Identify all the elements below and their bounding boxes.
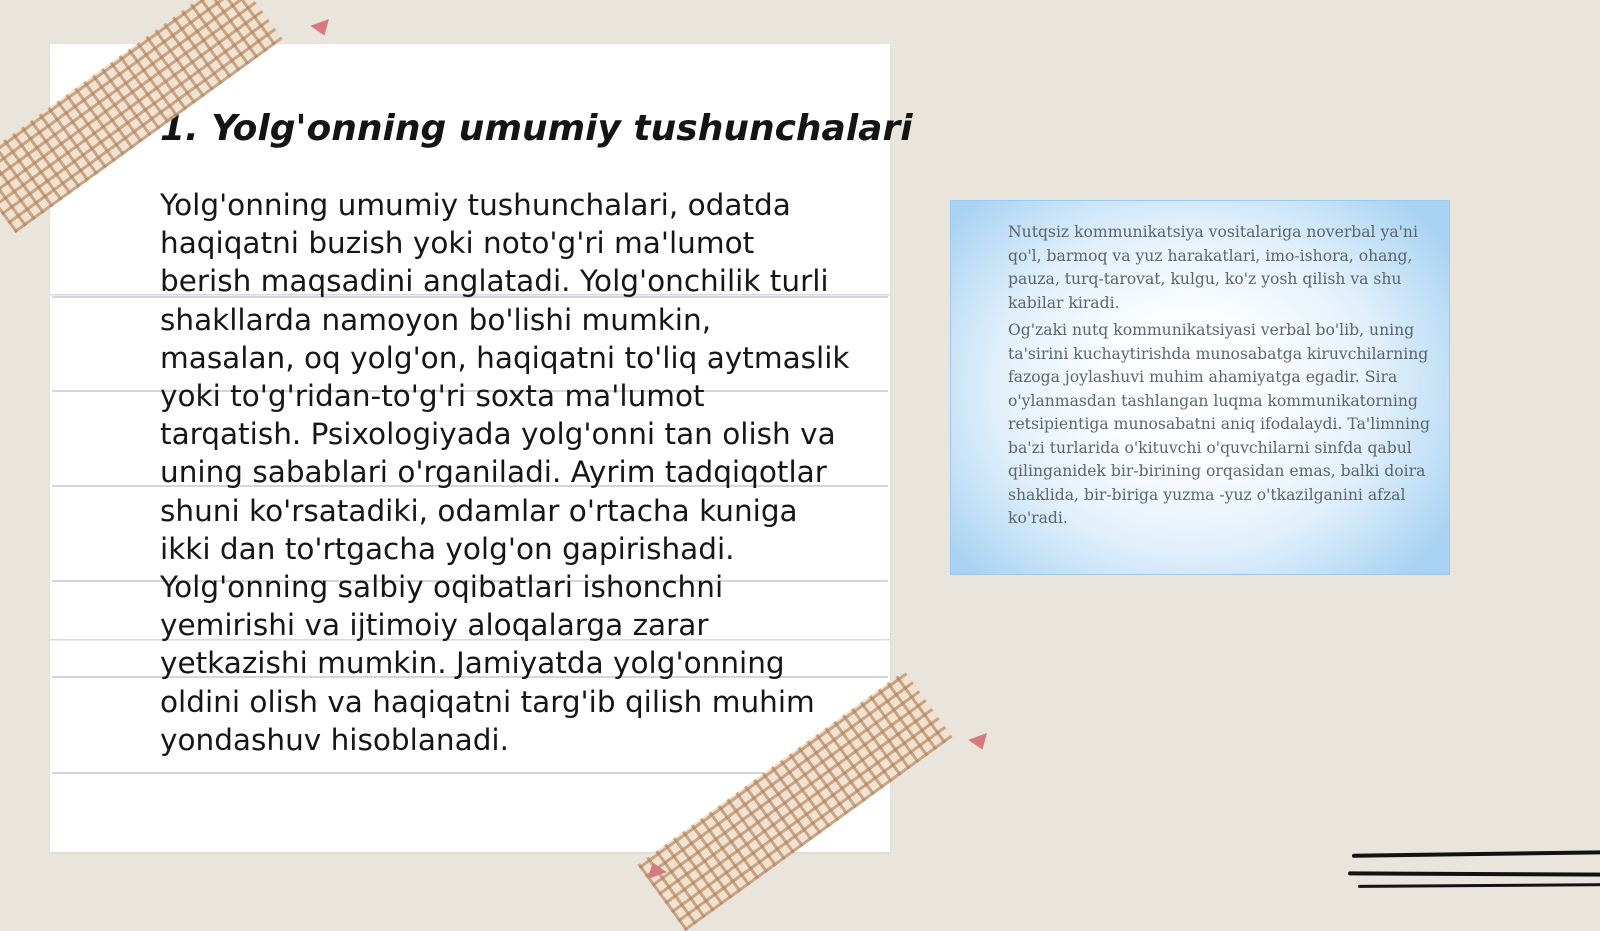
brush-stroke-line	[1348, 871, 1600, 876]
brush-stroke-line	[1352, 850, 1600, 858]
textbook-scan-image	[950, 200, 1450, 575]
brush-stroke-line	[1358, 883, 1600, 888]
scan-paragraph-2: Og'zaki nutq kommunikatsiyasi verbal bo'lib, uning ta'sirini kuchaytirishda munosabatga kiruvchilarning fazoga joylashuvi muhim ahamiyatga egadir. Sira o'ylanmasdan tashlangan luqma kommunikatorning retsipientiga munosabatni aniq ifodalaydi. Ta'limning ba'zi turlarida o'kituvchi o'quvchilarni sinfda qabul qilinganidek bir-birining orqasidan emas, balki doira shaklida, bir-biriga yuzma -yuz o'tkazilganini afzal ko'radi.	[1008, 321, 1431, 527]
tape-corner-tip	[310, 19, 334, 39]
slide-title: 1. Yolg'onning umumiy tushunchalari	[160, 108, 913, 149]
tape-corner-tip	[968, 733, 992, 753]
slide-body-text: Yolg'onning umumiy tushunchalari, odatda haqiqatni buzish yoki noto'g'ri ma'lumot berish maqsadini anglatadi. Yolg'onchilik turli shakllarda namoyon bo'lishi mumkin, masalan, oq yolg'on, haqiqatni to'liq aytmaslik yoki to'g'ridan-to'g'ri soxta ma'lumot tarqatish. Psixologiyada yolg'onni tan olish va uning sabablari o'rganiladi. Ayrim tadqiqotlar shuni ko'rsatadiki, odamlar o'rtacha kuniga ikki dan to'rtgacha yolg'on gapirishadi. Yolg'onning salbiy oqibatlari ishonchni yemirishi va ijtimoiy aloqalarga zarar yetkazishi mumkin. Jamiyatda yolg'onning oldini olish va haqiqatni targ'ib qilish muhim yondashuv hisoblanadi.	[160, 188, 850, 757]
scan-paragraph-1: Nutqsiz kommunikatsiya vositalariga noverbal ya'ni qo'l, barmoq va yuz harakatlari, imo-ishora, ohang, pauza, turq-tarovat, kulgu, ko'z yosh qilish va shu kabilar kiradi.	[1008, 223, 1418, 312]
